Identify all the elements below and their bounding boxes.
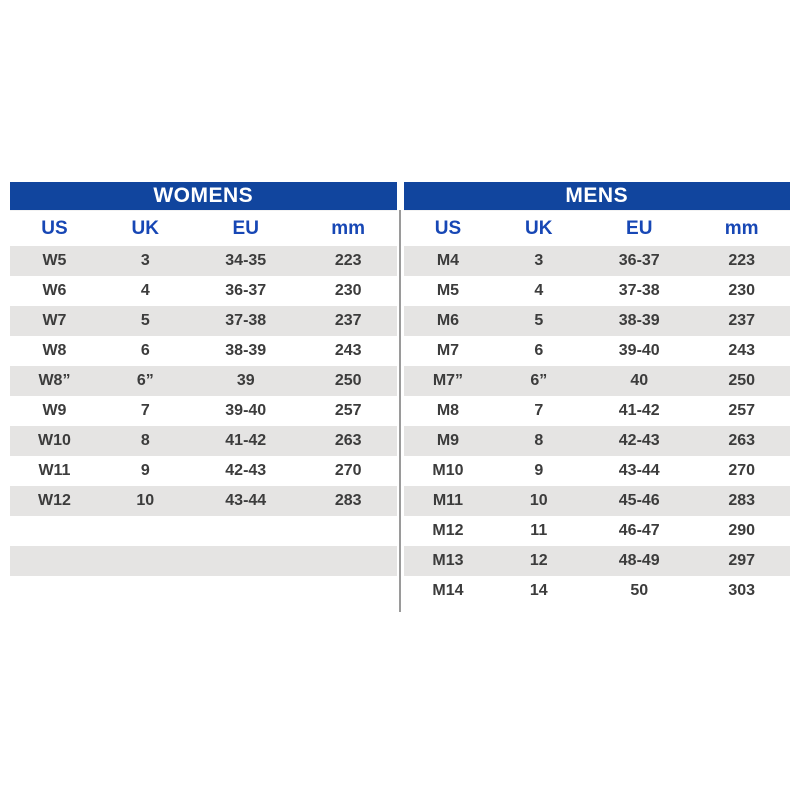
size-cell: 40 — [630, 372, 649, 389]
size-cell: 7 — [534, 402, 544, 419]
size-cell: 257 — [334, 402, 362, 419]
size-cell: W5 — [42, 252, 67, 269]
size-cell: 11 — [530, 522, 548, 539]
size-row — [404, 576, 791, 606]
size-cell: 10 — [136, 492, 155, 509]
womens-table-title: WOMENS — [10, 182, 397, 210]
size-cell: 270 — [334, 462, 362, 479]
column-header: mm — [331, 217, 366, 239]
size-cell: M14 — [432, 582, 464, 599]
size-cell: 41-42 — [618, 402, 660, 419]
empty-row — [10, 516, 397, 546]
size-cell: 5 — [140, 312, 150, 329]
womens-column-header-row — [10, 210, 397, 246]
shoe-size-chart — [10, 182, 790, 612]
size-cell: 270 — [728, 462, 756, 479]
size-row — [10, 486, 397, 516]
size-cell: 243 — [728, 342, 756, 359]
size-cell: 7 — [140, 402, 150, 419]
size-cell: 223 — [728, 252, 756, 269]
size-cell: 6 — [534, 342, 544, 359]
size-cell: 303 — [728, 582, 756, 599]
size-cell: 45-46 — [618, 492, 660, 509]
size-cell: 3 — [534, 252, 544, 269]
size-cell: 42-43 — [618, 432, 660, 449]
column-header: EU — [626, 217, 653, 239]
size-row — [404, 336, 791, 366]
size-row — [10, 366, 397, 396]
size-cell: 230 — [334, 282, 362, 299]
womens-size-table — [10, 182, 397, 612]
size-cell: M6 — [436, 312, 460, 329]
size-cell: 3 — [140, 252, 150, 269]
size-cell: 41-42 — [225, 432, 267, 449]
size-row — [10, 426, 397, 456]
size-cell: 43-44 — [225, 492, 267, 509]
size-row — [404, 456, 791, 486]
size-cell: 263 — [728, 432, 756, 449]
size-row — [404, 516, 791, 546]
size-cell: 237 — [728, 312, 756, 329]
size-cell: M8 — [436, 402, 460, 419]
size-cell: M10 — [432, 462, 464, 479]
size-cell: 6” — [136, 372, 154, 389]
size-cell: 39 — [236, 372, 255, 389]
mens-size-table — [404, 182, 791, 612]
size-cell: 43-44 — [618, 462, 660, 479]
size-cell: 250 — [728, 372, 756, 389]
size-cell: 230 — [728, 282, 756, 299]
column-header: mm — [724, 217, 759, 239]
size-cell: 42-43 — [225, 462, 267, 479]
column-header: EU — [232, 217, 259, 239]
size-cell: W8 — [42, 342, 67, 359]
mens-table-body — [404, 246, 791, 606]
size-cell: 37-38 — [225, 312, 267, 329]
table-divider — [399, 210, 401, 612]
size-cell: 36-37 — [618, 252, 660, 269]
size-cell: 9 — [534, 462, 544, 479]
size-cell: 48-49 — [618, 552, 660, 569]
size-row — [10, 246, 397, 276]
mens-column-header-row — [404, 210, 791, 246]
size-cell: M7” — [432, 372, 464, 389]
womens-table-body — [10, 246, 397, 576]
size-cell: 4 — [534, 282, 544, 299]
size-cell: W8” — [38, 372, 71, 389]
table-gap — [397, 182, 404, 612]
size-cell: 6 — [140, 342, 150, 359]
size-cell: W7 — [42, 312, 67, 329]
size-row — [404, 246, 791, 276]
size-cell: 283 — [728, 492, 756, 509]
size-cell: 297 — [728, 552, 756, 569]
size-row — [404, 486, 791, 516]
size-row — [10, 396, 397, 426]
size-cell: 12 — [529, 552, 548, 569]
size-cell: 38-39 — [618, 312, 660, 329]
size-cell: W9 — [42, 402, 67, 419]
size-cell: 8 — [140, 432, 150, 449]
size-row — [404, 426, 791, 456]
empty-row — [10, 546, 397, 576]
size-row — [10, 456, 397, 486]
size-cell: 290 — [728, 522, 756, 539]
size-cell: 50 — [630, 582, 649, 599]
column-header: UK — [131, 217, 159, 239]
size-cell: 283 — [334, 492, 362, 509]
size-cell: 46-47 — [618, 522, 660, 539]
size-row — [404, 396, 791, 426]
size-cell: 37-38 — [618, 282, 660, 299]
size-cell: 223 — [334, 252, 362, 269]
size-cell: M4 — [436, 252, 460, 269]
size-cell: 39-40 — [618, 342, 660, 359]
size-cell: 263 — [334, 432, 362, 449]
size-cell: W10 — [37, 432, 71, 449]
column-header: US — [41, 217, 68, 239]
size-cell: W11 — [38, 462, 71, 479]
size-cell: M7 — [436, 342, 460, 359]
size-cell: 250 — [334, 372, 362, 389]
size-cell: M11 — [432, 492, 464, 509]
column-header: UK — [525, 217, 553, 239]
mens-table-title: MENS — [404, 182, 791, 210]
size-row — [404, 306, 791, 336]
size-cell: 38-39 — [225, 342, 267, 359]
size-cell: 39-40 — [225, 402, 267, 419]
size-cell: 4 — [140, 282, 150, 299]
size-cell: 5 — [534, 312, 544, 329]
size-row — [404, 366, 791, 396]
size-cell: 34-35 — [225, 252, 267, 269]
size-cell: 10 — [529, 492, 548, 509]
size-cell: W6 — [42, 282, 67, 299]
size-row — [10, 306, 397, 336]
size-cell: 237 — [334, 312, 362, 329]
size-cell: M12 — [432, 522, 464, 539]
size-row — [10, 336, 397, 366]
size-cell: 8 — [534, 432, 544, 449]
size-row — [404, 546, 791, 576]
size-cell: M13 — [432, 552, 464, 569]
size-cell: M9 — [436, 432, 460, 449]
size-cell: M5 — [436, 282, 460, 299]
size-cell: 36-37 — [225, 282, 267, 299]
size-cell: 6” — [530, 372, 548, 389]
size-cell: 9 — [140, 462, 150, 479]
column-header: US — [434, 217, 462, 239]
size-row — [404, 276, 791, 306]
size-cell: 243 — [334, 342, 362, 359]
size-cell: 14 — [529, 582, 548, 599]
size-row — [10, 276, 397, 306]
size-cell: W12 — [37, 492, 71, 509]
size-cell: 257 — [728, 402, 756, 419]
